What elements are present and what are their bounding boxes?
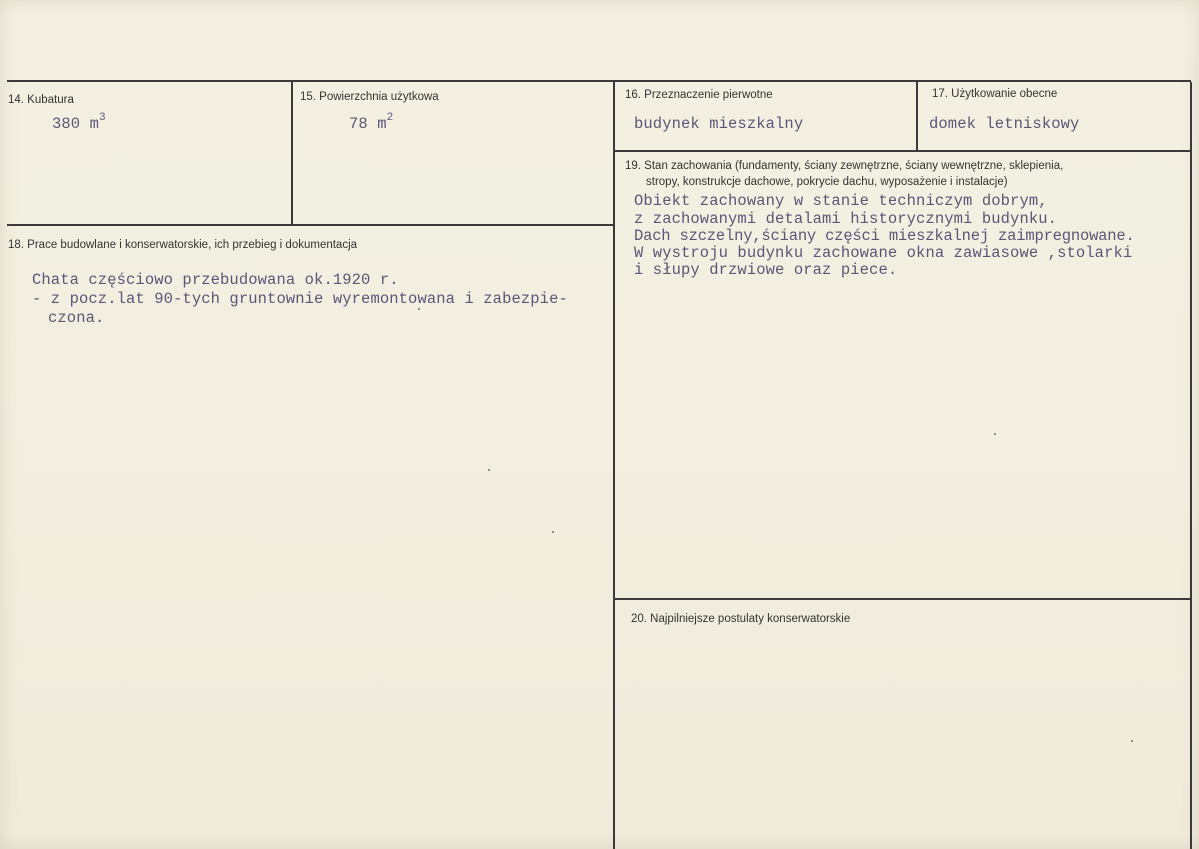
prace-label: 18. Prace budowlane i konserwatorskie, ich przebieg i dokumentacja	[8, 239, 358, 251]
paper-speck	[418, 308, 420, 310]
stan-line: Dach szczelny,ściany części mieszkalnej zaimpregnowane.	[634, 227, 1135, 245]
divider-main	[613, 82, 615, 849]
stan-label-line2: stropy, konstrukcje dachowe, pokrycie dachu, wyposażenie i instalacje)	[646, 176, 1008, 188]
powierzchnia-value	[349, 112, 394, 134]
divider-14-15	[291, 82, 293, 226]
powierzchnia-label: 15. Powierzchnia użytkowa	[300, 91, 439, 103]
rule-above-20	[615, 598, 1191, 600]
prace-line: czona.	[48, 309, 105, 327]
stan-line: Obiekt zachowany w stanie techniczym dobrym,	[634, 192, 1048, 210]
right-edge-rule	[1190, 82, 1192, 849]
paper-speck	[994, 433, 996, 435]
powierzchnia-exponent: 2	[386, 112, 394, 124]
stan-label-line1: 19. Stan zachowania (fundamenty, ściany zewnętrzne, ściany wewnętrzne, sklepienia,	[625, 160, 1064, 172]
paper-speck	[1131, 740, 1133, 742]
prace-line: Chata częściowo przebudowana ok.1920 r.	[32, 271, 399, 289]
przeznaczenie-label: 16. Przeznaczenie pierwotne	[625, 89, 773, 101]
stan-line: z zachowanymi detalami historycznymi budynku.	[634, 210, 1058, 228]
rule-under-16-17	[615, 150, 1191, 152]
paper-speck	[552, 531, 554, 533]
stan-line: i słupy drzwiowe oraz piece.	[634, 261, 898, 279]
paper-speck	[488, 469, 490, 471]
top-rule	[7, 80, 1191, 82]
uzytkowanie-label: 17. Użytkowanie obecne	[932, 88, 1058, 100]
kubatura-number: 380 m	[52, 115, 100, 133]
prace-line: - z pocz.lat 90-tych gruntownie wyremontowana i zabezpie-	[32, 290, 568, 308]
divider-16-17	[916, 82, 918, 150]
postulaty-label: 20. Najpilniejsze postulaty konserwatorskie	[631, 613, 851, 625]
rule-under-14-15	[7, 224, 615, 226]
uzytkowanie-value: domek letniskowy	[929, 115, 1080, 133]
kubatura-value	[52, 112, 106, 134]
przeznaczenie-value: budynek mieszkalny	[634, 115, 804, 133]
kubatura-label: 14. Kubatura	[8, 94, 74, 106]
stan-line: W wystroju budynku zachowane okna zawiasowe ,stolarki	[634, 244, 1133, 262]
kubatura-exponent: 3	[99, 112, 106, 124]
powierzchnia-number: 78 m	[349, 115, 387, 133]
